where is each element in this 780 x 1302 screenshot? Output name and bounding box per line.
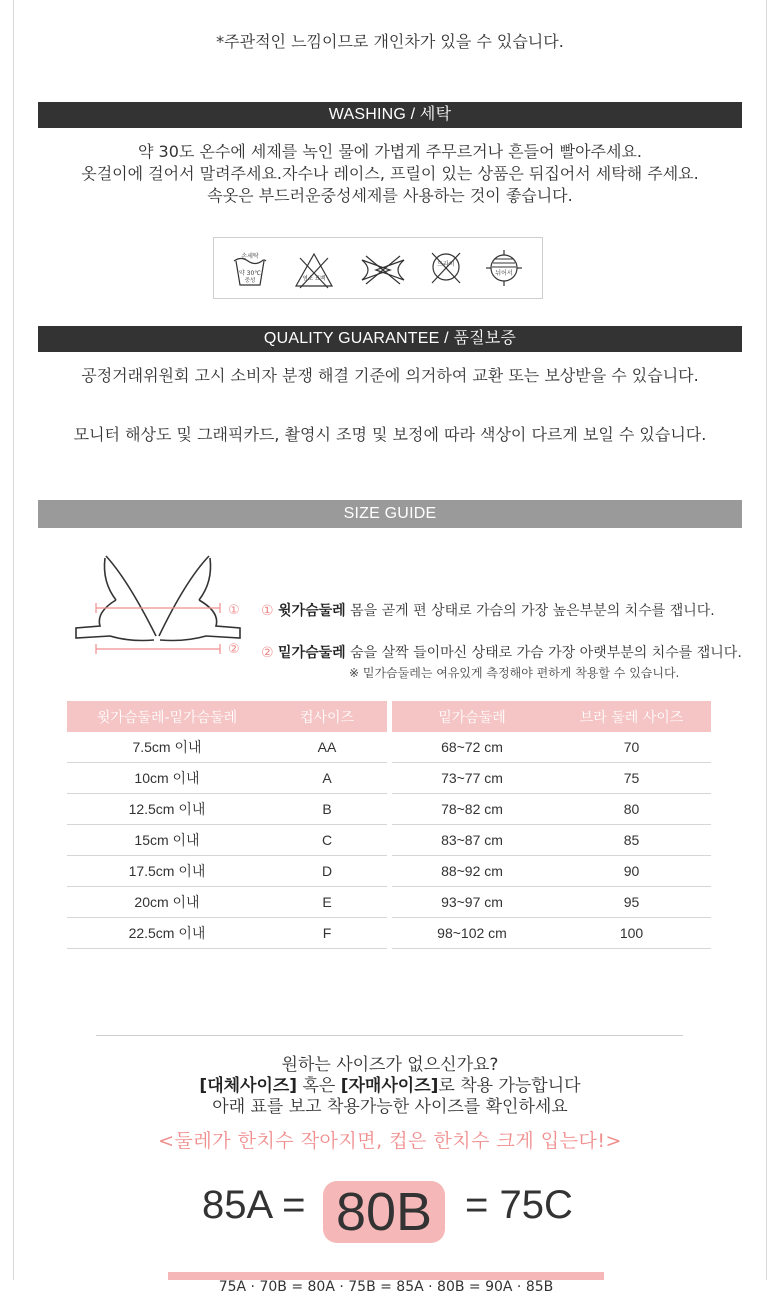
sister-rule-note: <둘레가 한치수 작아지면, 컵은 한치수 크게 입는다!>	[158, 1130, 622, 1152]
upper-bust-desc: 몸을 곧게 편 상태로 가슴의 가장 높은부분의 치수를 잽니다.	[350, 603, 715, 619]
table-row	[67, 763, 387, 794]
table-row	[67, 887, 387, 918]
table-cell: 90	[552, 856, 711, 887]
table-row	[67, 825, 387, 856]
table-cell: A	[267, 763, 387, 794]
cup-table-header-cup: 컵사이즈	[267, 701, 387, 732]
table-cell: 88~92 cm	[392, 856, 552, 887]
hang-dry-icon	[486, 250, 522, 286]
table-cell: 75	[552, 763, 711, 794]
subjective-note: *주관적인 느낌이므로 개인차가 있을 수 있습니다.	[216, 32, 564, 51]
table-row	[67, 856, 387, 887]
under-bust-title: 밑가슴둘레	[278, 645, 346, 661]
bra-diagram	[70, 552, 245, 660]
table-row	[392, 794, 711, 825]
table-cell: 10cm 이내	[67, 763, 267, 794]
band-table-header-band: 브라 둘레 사이즈	[552, 701, 711, 732]
table-cell: 17.5cm 이내	[67, 856, 267, 887]
table-cell: 70	[552, 732, 711, 763]
band-size-table	[392, 701, 711, 949]
left-cup	[76, 600, 154, 641]
hang-dry-label: 뉘어서	[495, 270, 513, 277]
under-bust-footnote: ※ 밑가슴둘레는 여유있게 측정해야 편하게 착용할 수 있습니다.	[349, 666, 680, 680]
table-row	[392, 732, 711, 763]
under-bust-num: ②	[261, 645, 274, 661]
sister-question: 원하는 사이즈가 없으신가요?	[281, 1055, 499, 1075]
sister-right-size: = 75C	[465, 1183, 573, 1227]
table-row	[67, 794, 387, 825]
washing-line-3: 속옷은 부드러운중성세제를 사용하는 것이 좋습니다.	[207, 186, 573, 205]
table-cell: F	[267, 918, 387, 949]
table-row	[67, 918, 387, 949]
table-cell: D	[267, 856, 387, 887]
upper-bust-num: ①	[261, 603, 274, 619]
washing-header: WASHING / 세탁	[38, 102, 742, 128]
diagram-mark-2: ②	[228, 642, 240, 657]
under-bust-guide	[261, 642, 742, 662]
table-cell: AA	[267, 732, 387, 763]
band-table-header-under: 밑가슴둘레	[392, 701, 552, 732]
table-row	[67, 732, 387, 763]
no-wring-icon	[362, 256, 404, 284]
quality-line-1: 공정거래위원회 고시 소비자 분쟁 해결 기준에 의거하여 교환 또는 보상받을 수 있습니다.	[81, 366, 699, 385]
upper-bust-title: 윗가슴둘레	[278, 603, 346, 619]
sister-size-strip: 75A · 70B = 80A · 75B = 85A · 80B = 90A · 85B	[168, 1272, 604, 1280]
table-cell: 68~72 cm	[392, 732, 552, 763]
table-cell: 12.5cm 이내	[67, 794, 267, 825]
table-row	[392, 887, 711, 918]
section-divider	[96, 1035, 683, 1036]
washing-line-2: 옷걸이에 걸어서 말려주세요.자수나 레이스, 프릴이 있는 상품은 뒤집어서 세탁해 주세요.	[81, 164, 699, 183]
no-bleach-label: 염소 표백	[302, 276, 326, 282]
hand-wash-icon	[234, 252, 266, 285]
sister-line-2-end: 로 착용 가능합니다	[438, 1076, 581, 1096]
table-cell: 93~97 cm	[392, 887, 552, 918]
left-strap	[104, 558, 116, 600]
quality-header: QUALITY GUARANTEE / 품질보증	[38, 326, 742, 352]
alt-size-label: [대체사이즈]	[199, 1076, 298, 1096]
washing-line-1: 약 30도 온수에 세제를 녹인 물에 가볍게 주무르거나 흔들어 빨아주세요.	[138, 142, 642, 161]
hand-wash-label-top: 손세탁	[241, 253, 259, 260]
sister-line-2-or: 혹은	[297, 1076, 341, 1096]
hand-wash-label-bot: 중성	[244, 278, 256, 284]
sister-left-size: 85A =	[202, 1183, 306, 1227]
table-row	[392, 856, 711, 887]
cup-table-header-diff: 윗가슴둘레-밑가슴둘레	[67, 701, 267, 732]
table-row	[392, 918, 711, 949]
size-guide-header: SIZE GUIDE	[38, 500, 742, 528]
table-cell: E	[267, 887, 387, 918]
table-cell: 15cm 이내	[67, 825, 267, 856]
table-cell: 7.5cm 이내	[67, 732, 267, 763]
hand-wash-label-mid: 약 30℃	[238, 270, 262, 277]
cup-size-table	[67, 701, 387, 949]
care-symbols-box	[213, 237, 543, 299]
table-cell: B	[267, 794, 387, 825]
table-cell: 20cm 이내	[67, 887, 267, 918]
table-row	[392, 825, 711, 856]
table-cell: 83~87 cm	[392, 825, 552, 856]
diagram-mark-1: ①	[228, 603, 240, 618]
no-bleach-icon	[296, 254, 332, 288]
table-cell: 95	[552, 887, 711, 918]
table-cell: 80	[552, 794, 711, 825]
table-cell: 78~82 cm	[392, 794, 552, 825]
sister-size-label: [자매사이즈]	[340, 1076, 439, 1096]
upper-bust-guide	[261, 600, 715, 620]
table-cell: C	[267, 825, 387, 856]
quality-line-2: 모니터 해상도 및 그래픽카드, 촬영시 조명 및 보정에 따라 색상이 다르게 보일 수 있습니다.	[73, 425, 707, 444]
table-cell: 73~77 cm	[392, 763, 552, 794]
table-row	[392, 763, 711, 794]
table-cell: 85	[552, 825, 711, 856]
sister-center-size: 80B	[323, 1181, 445, 1243]
table-cell: 22.5cm 이내	[67, 918, 267, 949]
sister-line-3: 아래 표를 보고 착용가능한 사이즈를 확인하세요	[212, 1097, 568, 1117]
table-cell: 98~102 cm	[392, 918, 552, 949]
under-bust-desc: 숨을 살짝 들이마신 상태로 가슴 가장 아랫부분의 치수를 잽니다.	[350, 645, 742, 661]
no-dryer-label: 드라이	[437, 261, 455, 268]
table-cell: 100	[552, 918, 711, 949]
no-dryer-icon	[432, 253, 460, 283]
